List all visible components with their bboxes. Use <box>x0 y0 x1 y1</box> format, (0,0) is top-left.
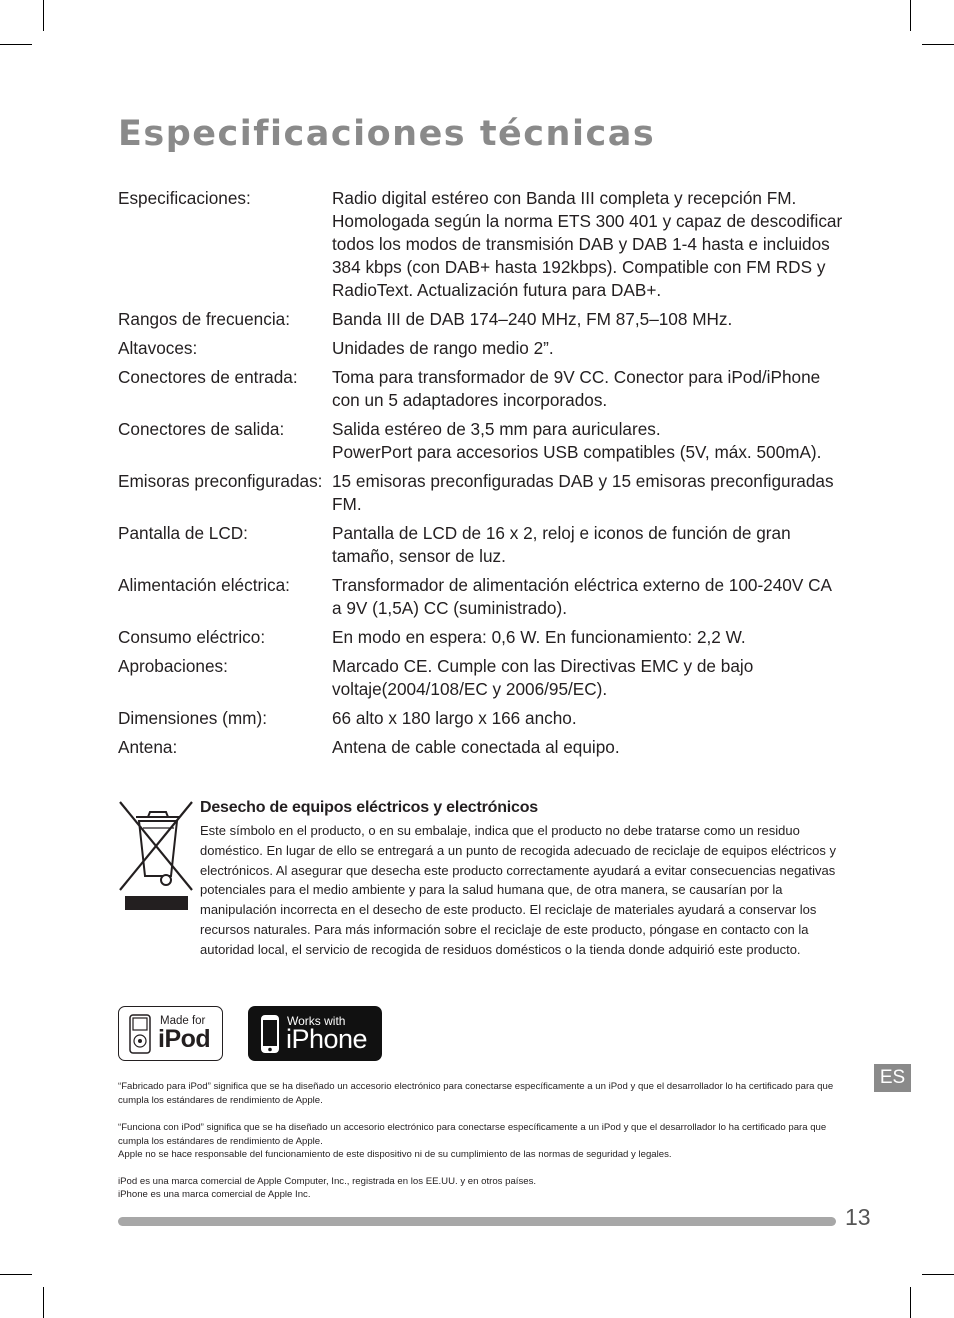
legal-text: Apple no se hace responsable del funcionamiento de este dispositivo ni de su cumplimiento de las normas de seguridad y legales. <box>118 1149 672 1160</box>
spec-label: Dimensiones (mm): <box>118 708 267 728</box>
badge-big-text: iPod <box>158 1025 211 1053</box>
badge-small-text: Made for <box>160 1015 206 1027</box>
spec-label: Aprobaciones: <box>118 656 228 676</box>
crop-mark <box>910 1287 911 1318</box>
spec-value: Salida estéreo de 3,5 mm para auriculares. PowerPort para accesorios USB compatibles (5V, máx. 500mA). <box>332 419 822 462</box>
spec-value: Antena de cable conectada al equipo. <box>332 737 620 757</box>
legal-text: iPhone es una marca comercial de Apple Inc. <box>118 1189 311 1200</box>
spec-row <box>118 655 843 701</box>
spec-label: Consumo eléctrico: <box>118 627 266 647</box>
spec-value: Toma para transformador de 9V CC. Conector para iPod/iPhone con un 5 adaptadores incorporados. <box>332 367 821 410</box>
legal-text: iPod es una marca comercial de Apple Computer, Inc., registrada en los EE.UU. y en otros países. <box>118 1176 537 1187</box>
made-for-ipod-badge <box>118 1006 223 1061</box>
page-number: 13 <box>845 1204 871 1230</box>
spec-row <box>118 308 843 331</box>
crop-mark <box>922 44 954 45</box>
spec-value: 66 alto x 180 largo x 166 ancho. <box>332 708 577 728</box>
badge-small-text: Works with <box>287 1014 346 1028</box>
ipod-icon <box>129 1014 151 1054</box>
crossed-out-wheelie-bin-icon <box>118 800 194 912</box>
spec-row <box>118 736 843 759</box>
spec-value: Pantalla de LCD de 16 x 2, reloj e iconos de función de gran tamaño, sensor de luz. <box>332 523 791 566</box>
legal-text: “Funciona con iPod” significa que se ha diseñado un accesorio electrónico para conectarse específicamente a un iPod y que el desarrollador lo ha certificado para que cumpla los estándares de rendimiento de Apple. <box>118 1122 827 1147</box>
spec-label: Alimentación eléctrica: <box>118 575 290 595</box>
spec-value: Radio digital estéreo con Banda III completa y recepción FM. Homologada según la norma ETS 300 401 y capaz de descodificar todos los modos de transmisión DAB y DAB 1-4 hasta e incluidos 384 kbps (con DAB+ hasta 192kbps). Compatible con FM RDS y RadioText. Actualización futura para DAB+. <box>332 188 843 300</box>
spec-row <box>118 337 843 360</box>
spec-value: Transformador de alimentación eléctrica externo de 100-240V CA a 9V (1,5A) CC (suministrado). <box>332 575 832 618</box>
crop-mark <box>0 1274 32 1275</box>
spec-label: Rangos de frecuencia: <box>118 309 290 329</box>
spec-value: En modo en espera: 0,6 W. En funcionamiento: 2,2 W. <box>332 627 746 647</box>
crop-mark <box>43 1287 44 1318</box>
crop-mark <box>910 0 911 31</box>
spec-table <box>118 187 843 765</box>
spec-label: Especificaciones: <box>118 188 251 208</box>
badge-big-text: iPhone <box>286 1024 368 1054</box>
works-with-iphone-badge <box>248 1006 382 1061</box>
spec-value: 15 emisoras preconfiguradas DAB y 15 emisoras preconfiguradas FM. <box>332 471 834 514</box>
crop-mark <box>0 44 32 45</box>
language-tab: ES <box>874 1064 911 1092</box>
spec-label: Conectores de entrada: <box>118 367 298 387</box>
footer-bar <box>118 1217 836 1226</box>
page-title: Especificaciones técnicas <box>118 114 656 154</box>
spec-value: Marcado CE. Cumple con las Directivas EMC y de bajo voltaje(2004/108/EC y 2006/95/EC). <box>332 656 754 699</box>
spec-label: Pantalla de LCD: <box>118 523 248 543</box>
spec-label: Antena: <box>118 737 178 757</box>
spec-value: Banda III de DAB 174–240 MHz, FM 87,5–108 MHz. <box>332 309 733 329</box>
legal-text: “Fabricado para iPod” significa que se ha diseñado un accesorio electrónico para conectarse específicamente a un iPod y que el desarrollador lo ha certificado para que cumpla los estándares de rendimiento de Apple. <box>118 1081 834 1106</box>
spec-value: Unidades de rango medio 2”. <box>332 338 554 358</box>
weee-title: Desecho de equipos eléctricos y electrónicos <box>200 799 538 816</box>
spec-row <box>118 574 843 620</box>
spec-row <box>118 418 843 464</box>
spec-label: Emisoras preconfiguradas: <box>118 471 323 491</box>
iphone-icon <box>260 1014 280 1054</box>
spec-row <box>118 522 843 568</box>
weee-text: Este símbolo en el producto, o en su embalaje, indica que el producto no debe tratarse como un residuo doméstico. En lugar de ello se entregará a un punto de recogida adecuado de reciclaje de equipos eléctricos y electrónicos. Al asegurar que desecha este producto correctamente ayudará a evitar consecuencias negativas potenciales para el medio ambiente y para la salud humana que, de otra manera, se causarían por la manipulación incorrecta en el desecho de este producto. El reciclaje de materiales ayudará a conservar los recursos naturales. Para más información sobre el reciclaje de este producto, póngase en contacto con la autoridad local, el servicio de recogida de residuos domésticos o la tienda donde adquirió este producto. <box>200 823 836 957</box>
spec-row <box>118 626 843 649</box>
spec-row <box>118 187 843 302</box>
spec-row <box>118 470 843 516</box>
crop-mark <box>922 1274 954 1275</box>
spec-label: Altavoces: <box>118 338 198 358</box>
crop-mark <box>43 0 44 31</box>
spec-label: Conectores de salida: <box>118 419 285 439</box>
spec-row <box>118 707 843 730</box>
spec-row <box>118 366 843 412</box>
